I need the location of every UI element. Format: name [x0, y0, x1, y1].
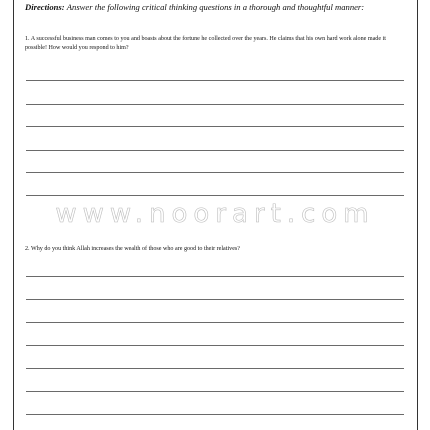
answer-line[interactable] [26, 391, 404, 392]
answer-line[interactable] [26, 345, 404, 346]
answer-line[interactable] [26, 104, 404, 105]
answer-line[interactable] [26, 126, 404, 127]
answer-line[interactable] [26, 414, 404, 415]
directions-text: Answer the following critical thinking questions in a thorough and thoughtful manner: [66, 2, 365, 12]
question-2: 2. Why do you think Allah increases the wealth of those who are good to their relatives? [25, 246, 240, 252]
answer-line[interactable] [26, 150, 404, 151]
question-1: 1. A successful business man comes to you and boasts about the fortune he collected over the years. He claims that his own hard work alone made it possible! How would you respond to him? [25, 36, 386, 51]
page-frame [13, 0, 418, 430]
answer-line[interactable] [26, 172, 404, 173]
answer-line[interactable] [26, 322, 404, 323]
answer-line[interactable] [26, 276, 404, 277]
answer-line[interactable] [26, 80, 404, 81]
directions-label: Directions: [25, 2, 65, 12]
answer-line[interactable] [26, 195, 404, 196]
answer-line[interactable] [26, 368, 404, 369]
watermark: www.noorart.com [55, 199, 375, 229]
directions [25, 2, 406, 13]
answer-line[interactable] [26, 299, 404, 300]
